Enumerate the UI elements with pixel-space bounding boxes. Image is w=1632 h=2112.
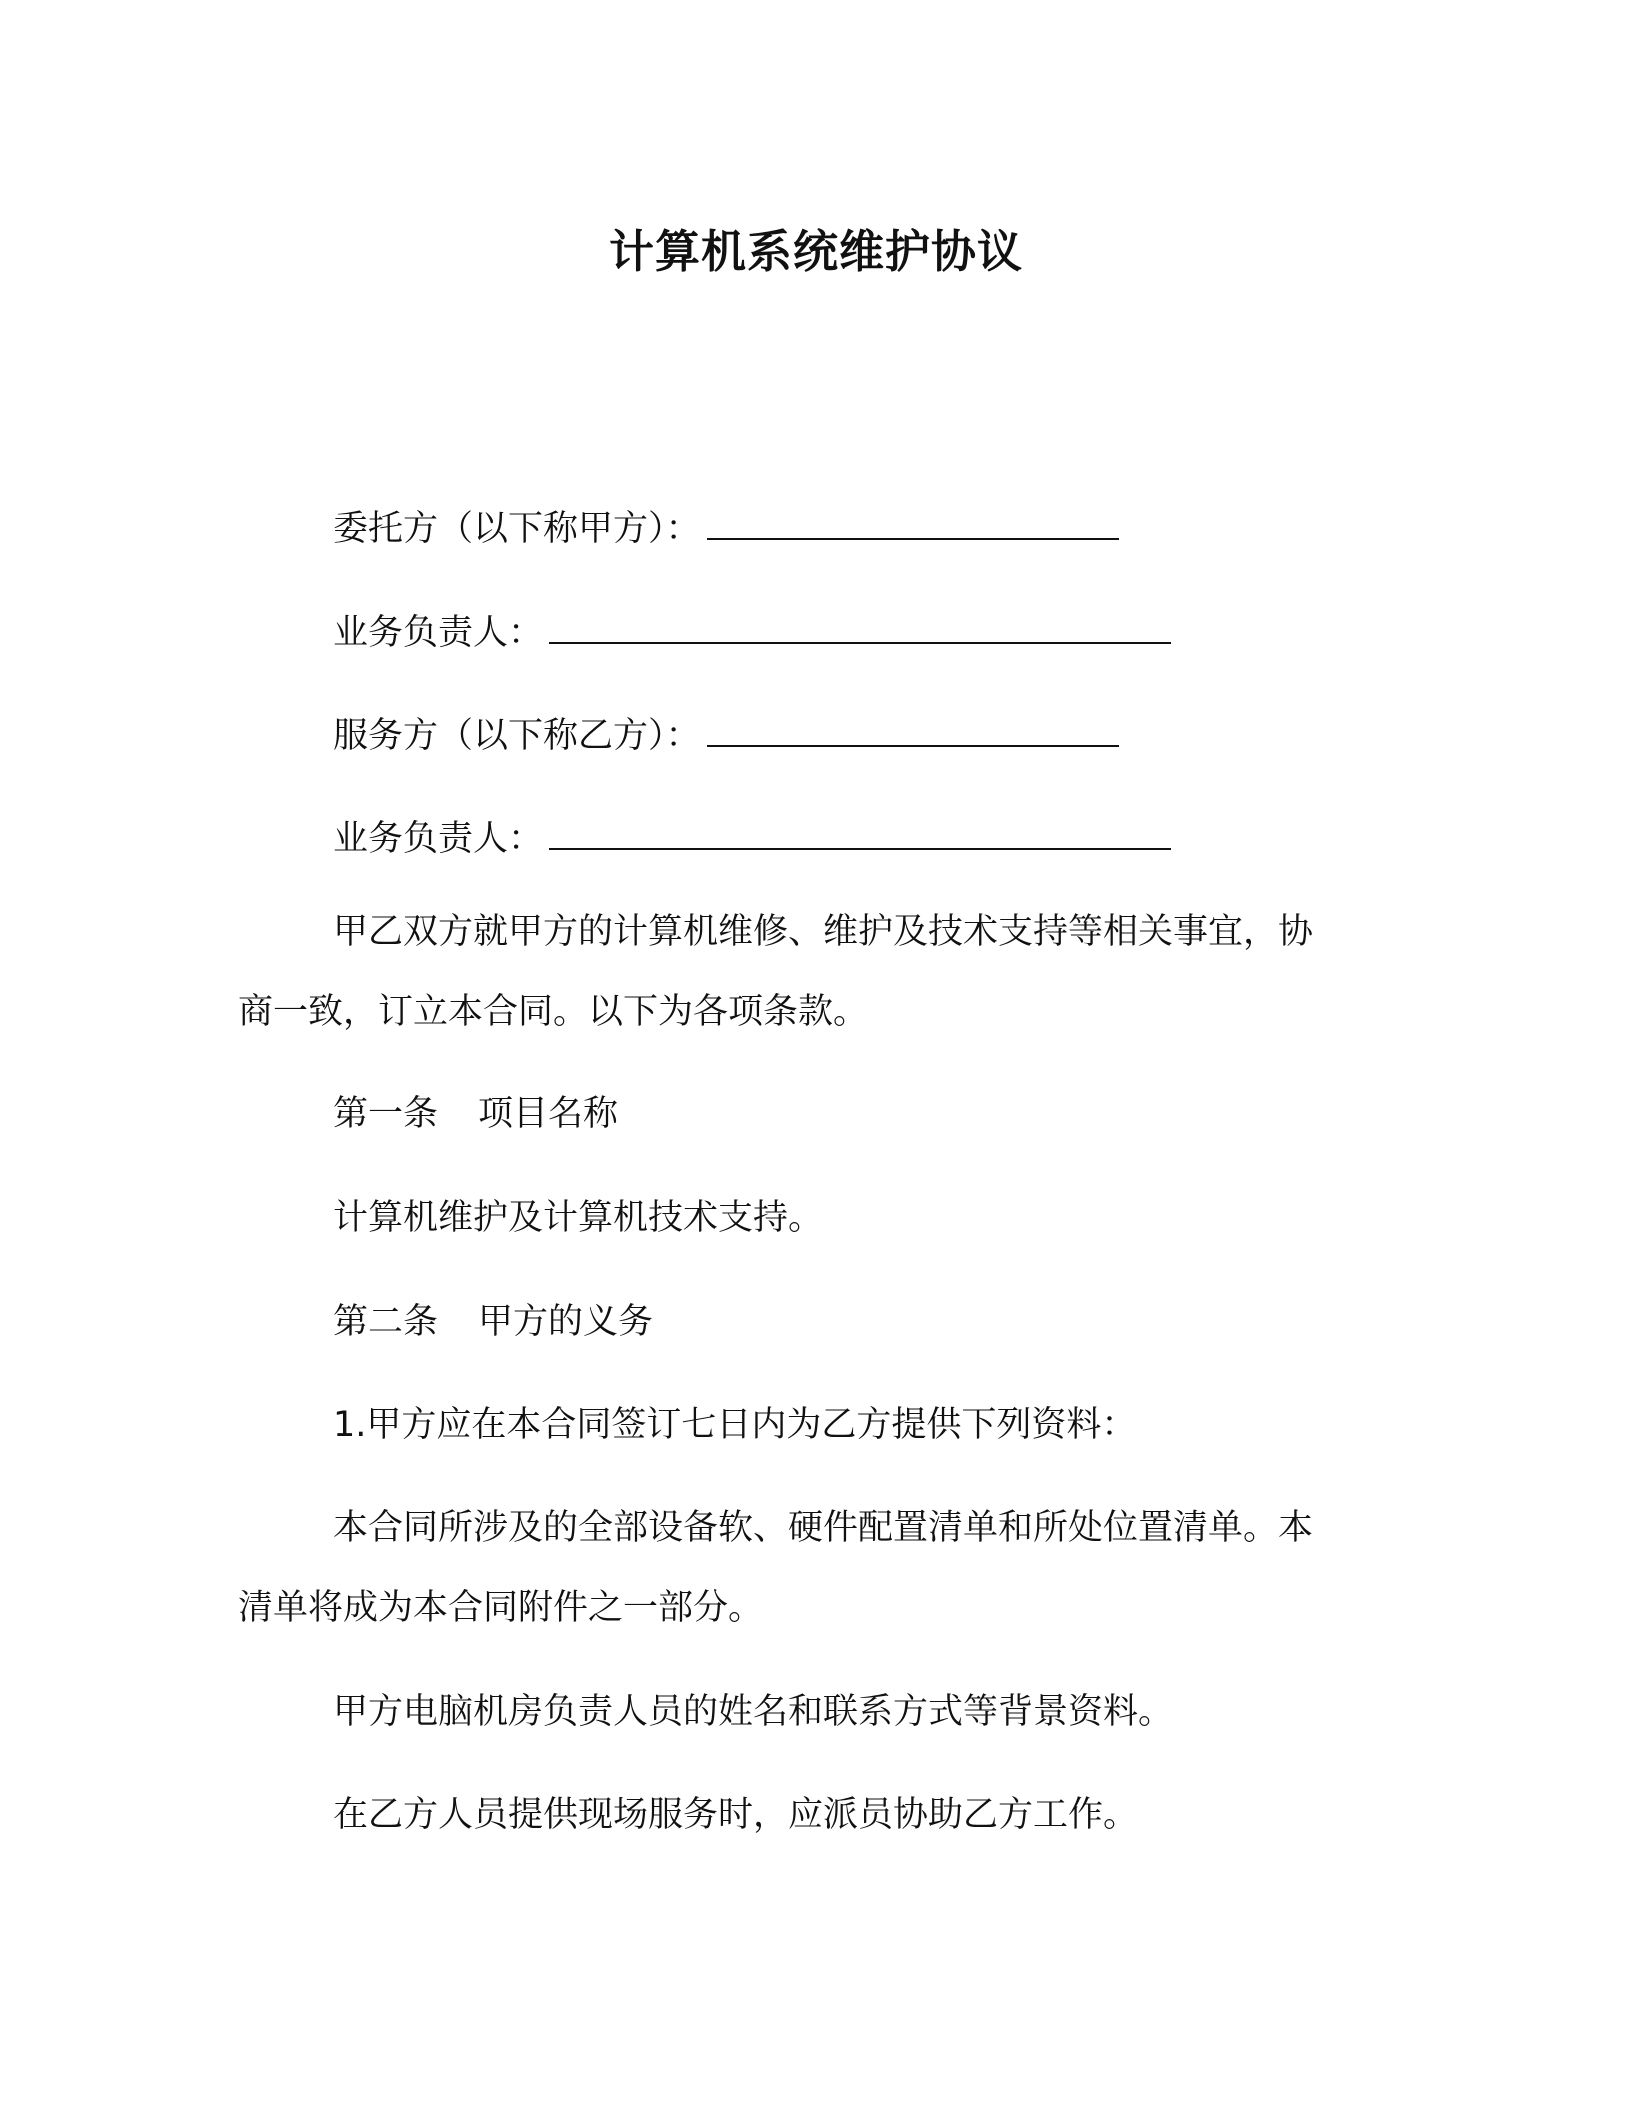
party-b-manager-field — [333, 812, 1171, 863]
article-2-heading — [333, 1298, 653, 1346]
intro-line-1: 甲乙双方就甲方的计算机维修、维护及技术支持等相关事宜，协 — [333, 912, 1314, 952]
article-1-number: 第一条 — [333, 1094, 439, 1134]
party-b-field — [333, 709, 1119, 760]
article-2-item-1: 1.甲方应在本合同签订七日内为乙方提供下列资料： — [333, 1405, 1137, 1445]
party-a-blank — [707, 502, 1119, 540]
party-b-manager-blank — [549, 812, 1171, 850]
document-title: 计算机系统维护协议 — [608, 225, 1023, 278]
intro-line-2: 商一致，订立本合同。以下为各项条款。 — [238, 992, 869, 1032]
article-1-title: 项目名称 — [478, 1094, 619, 1134]
party-a-manager-label: 业务负责人： — [333, 613, 544, 653]
party-b-manager-label: 业务负责人： — [333, 819, 544, 859]
party-b-label: 服务方（以下称乙方）： — [333, 716, 701, 756]
article-2-para-1-line-2: 清单将成为本合同附件之一部分。 — [238, 1588, 764, 1628]
party-a-field — [333, 502, 1119, 553]
article-2-para-2: 甲方电脑机房负责人员的姓名和联系方式等背景资料。 — [333, 1692, 1174, 1732]
article-2-title: 甲方的义务 — [478, 1302, 654, 1342]
party-a-manager-field — [333, 606, 1171, 657]
article-2-number: 第二条 — [333, 1302, 439, 1342]
article-2-para-3: 在乙方人员提供现场服务时，应派员协助乙方工作。 — [333, 1795, 1139, 1835]
party-b-blank — [707, 709, 1119, 747]
party-a-label: 委托方（以下称甲方）： — [333, 509, 701, 549]
party-a-manager-blank — [549, 606, 1171, 644]
article-1-heading — [333, 1090, 618, 1138]
article-1-body: 计算机维护及计算机技术支持。 — [333, 1198, 824, 1238]
article-2-para-1-line-1: 本合同所涉及的全部设备软、硬件配置清单和所处位置清单。本 — [333, 1508, 1314, 1548]
